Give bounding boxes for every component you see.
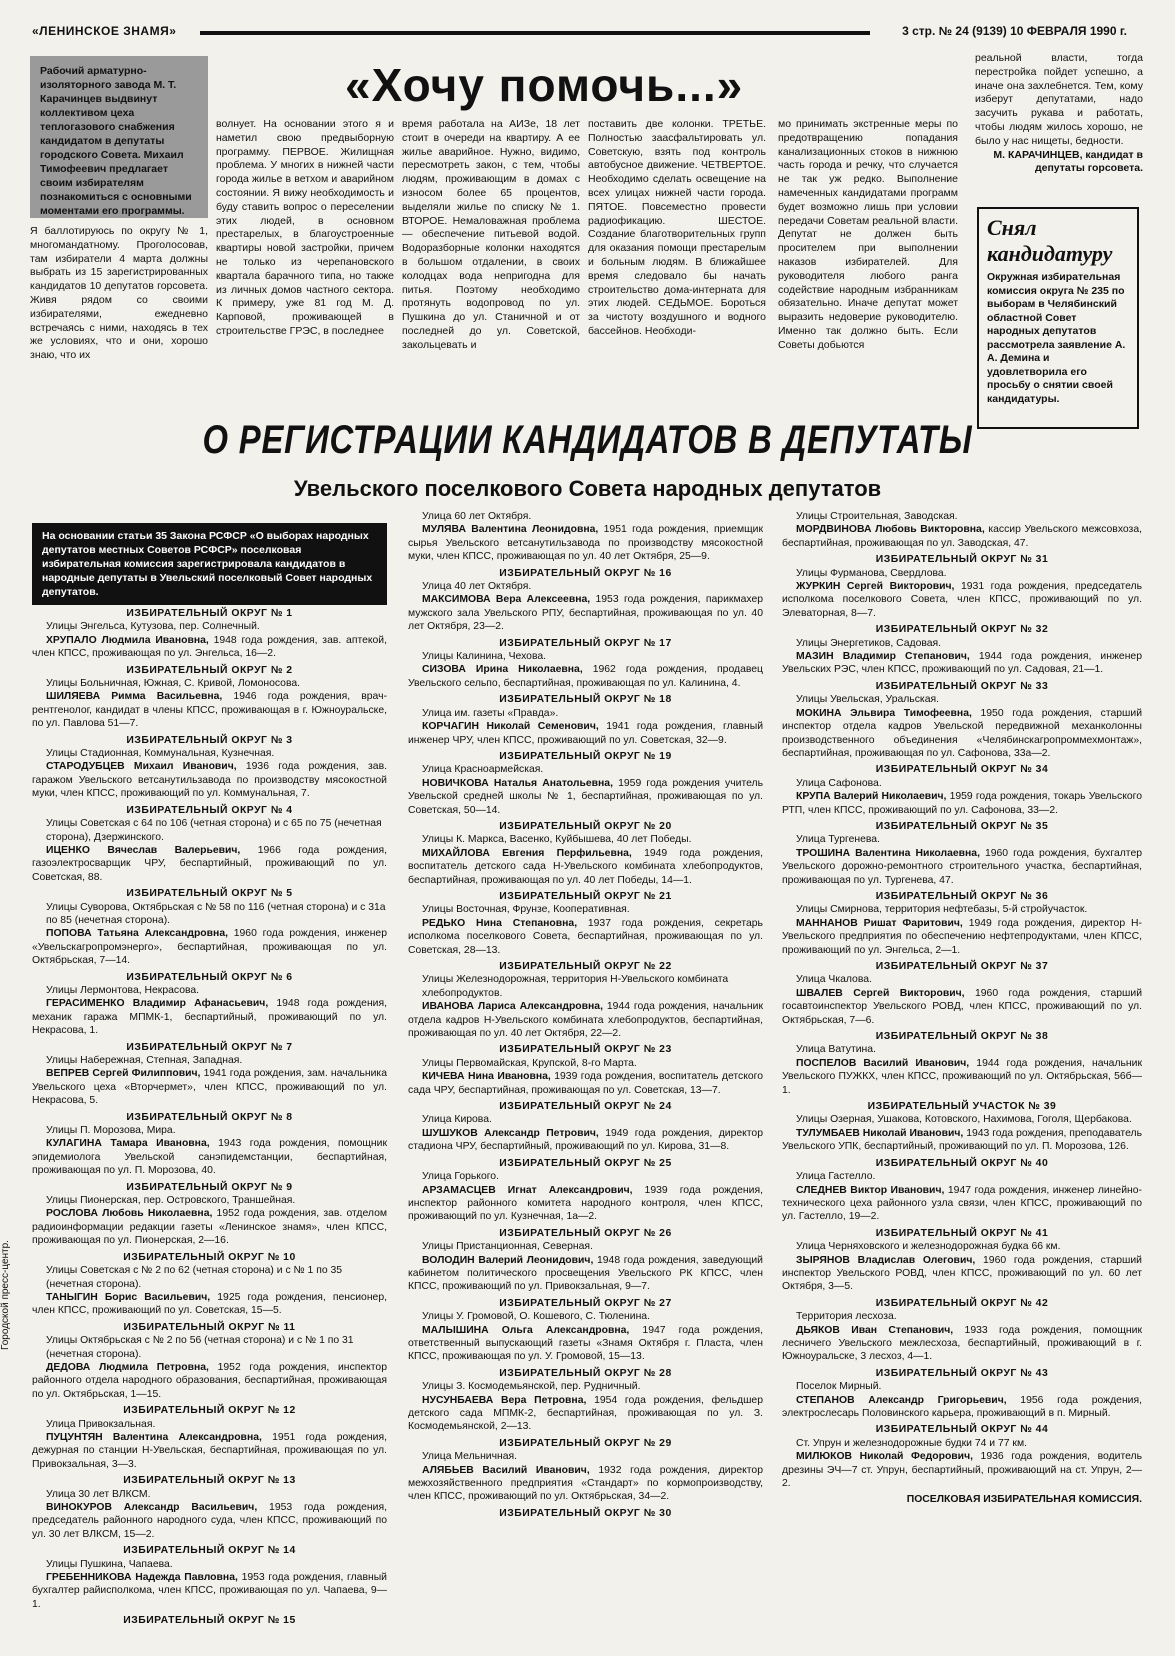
candidate-details: 1925 года рождения, пенсионер, член КПСС, проживающий по ул. Советская, 15—5. xyxy=(32,1291,387,1317)
candidate-name: МАКСИМОВА Вера Алексеевна, xyxy=(422,594,591,606)
district-heading: ИЗБИРАТЕЛЬНЫЙ ОКРУГ № 2 xyxy=(126,664,293,676)
candidate-name: СИЗОВА Ирина Николаевна, xyxy=(422,664,583,676)
district-streets: Улицы Больничная, Южная, С. Кривой, Ломоносова. xyxy=(46,678,301,690)
candidate-name: ВОЛОДИН Валерий Леонидович, xyxy=(422,1254,594,1266)
candidate-entry xyxy=(408,917,763,957)
district-heading: ИЗБИРАТЕЛЬНЫЙ ОКРУГ № 37 xyxy=(875,961,1049,972)
candidate-details: 1946 года рождения, врач-рентгенолог, кандидат в члены КПСС, проживающая в г. Южноуральске, по ул. Павлова 51—7. xyxy=(32,691,387,730)
district-streets: Улица Черняховского и железнодорожная будка 66 км. xyxy=(796,1241,1061,1253)
candidate-entry xyxy=(408,720,763,747)
candidate-entry xyxy=(32,1571,387,1611)
candidate-name: КРУПА Валерий Николаевич, xyxy=(796,791,947,803)
district-streets: Улицы К. Маркса, Васенко, Куйбышева, 40 лет Победы. xyxy=(422,834,692,846)
candidate-name: СЛЕДНЕВ Виктор Иванович, xyxy=(796,1184,945,1196)
candidate-details: 1936 года рождения, зав. гаражом Увельского ветсанутильзавода по производству мясокостной муки, член КПСС, проживающий по ул. Коммунальная, 7. xyxy=(32,761,387,800)
candidate-name: ДЕДОВА Людмила Петровна, xyxy=(46,1361,209,1373)
commission-signature: ПОСЕЛКОВАЯ ИЗБИРАТЕЛЬНАЯ КОМИССИЯ. xyxy=(906,1494,1142,1506)
candidate-details: 1931 года рождения, председатель исполкома поселкового Совета, член КПСС, проживающий по ул. Элеваторная, 8—7. xyxy=(782,581,1142,619)
district-heading: ИЗБИРАТЕЛЬНЫЙ ОКРУГ № 44 xyxy=(875,1424,1049,1436)
candidate-name: МИХАЙЛОВА Евгения Перфильевна, xyxy=(422,847,632,859)
candidate-name: МАЗИН Владимир Степанович, xyxy=(796,651,970,663)
candidate-details: 1952 года рождения, инспектор районного отдела народного образования, беспартийная, проживающая по ул. Октябрьская, 1—15. xyxy=(32,1361,387,1400)
candidate-details: 1939 года рождения, воспитатель детского сада ЧРУ, беспартийная, проживающая по ул. Советская, 13—7. xyxy=(408,1071,763,1096)
candidate-name: МУЛЯВА Валентина Леонидовна, xyxy=(422,524,599,536)
article-lead: Рабочий арматурно-изоляторного завода М. Т. Карачинцев выдвинут коллективом цеха теплогазового снабжения кандидатом в депутаты городского Совета. Михаил Тимофеевич предлагает своим избирателям познакомиться с основными моментами его программы. xyxy=(30,56,208,218)
candidate-entry xyxy=(32,997,387,1037)
candidate-name: СТЕПАНОВ Александр Григорьевич, xyxy=(796,1394,1007,1406)
district-streets: Улица Горького. xyxy=(422,1171,499,1183)
notice-heading: Снял кандидатуру xyxy=(987,215,1113,266)
candidate-details: 1937 года рождения, секретарь исполкома поселкового Совета, беспартийная, проживающая по ул. Советская, 28—13. xyxy=(408,917,763,956)
district-streets: Улицы Энгельса, Кутузова, пер. Солнечный. xyxy=(46,621,260,633)
candidate-name: ТАНЫГИН Борис Васильевич, xyxy=(46,1291,211,1303)
candidate-name: ГЕРАСИМЕНКО Владимир Афанасьевич, xyxy=(46,998,269,1010)
district-heading: ИЗБИРАТЕЛЬНЫЙ ОКРУГ № 40 xyxy=(875,1157,1049,1169)
candidate-name: ШУШУКОВ Александр Петрович, xyxy=(422,1127,599,1139)
district-streets: Улица 30 лет ВЛКСМ. xyxy=(46,1488,151,1500)
candidate-entry xyxy=(32,1291,387,1318)
candidate-details: 1948 года рождения, механик гаража МПМК-1, беспартийный, проживающий по ул. Некрасова, 1. xyxy=(32,998,387,1037)
district-streets: Улицы Смирнова, территория нефтебазы, 5-й стройучасток. xyxy=(796,904,1088,916)
district-heading: ИЗБИРАТЕЛЬНЫЙ ОКРУГ № 10 xyxy=(123,1251,296,1263)
registration-intro: На основании статьи 35 Закона РСФСР «О выборах народных депутатов местных Советов РСФСР» поселковая избирательная комиссия зарегистрировала кандидатов в народные депутаты в Увельский поселковый Совет народных депутатов. xyxy=(32,523,387,605)
district-streets: Улицы Набережная, Степная, Западная. xyxy=(46,1055,243,1066)
district-heading: ИЗБИРАТЕЛЬНЫЙ ОКРУГ № 43 xyxy=(875,1367,1049,1379)
district-streets: Улицы Лермонтова, Некрасова. xyxy=(46,984,200,996)
article-text: поставить две колонки. ТРЕТЬЕ. Полностью заасфальтировать ул. Советскую, взять под контроль автобусное движение. ЧЕТВЕРТОЕ. Необходимо сделать освещение на всех улицах нижней части города. ПЯТОЕ. Повсеместно провести радиофикацию. ШЕСТОЕ. Создание благотворительных групп для оказания помощи престарелым и больным людям. В ближайшее время следовало бы начать строительство дома-интерната для этих людей. СЕДЬМОЕ. Бороться за чистоту воздушного и водного бассейнов. Необходи- xyxy=(588,118,766,337)
candidate-name: ТРОШИНА Валентина Николаевна, xyxy=(796,847,980,859)
article-text: Я баллотируюсь по округу № 1, многомандатному. Проголосовав, там избиратели 4 марта должны выбрать из 15 зарегистрированных кандидатов 10 депутатов горсовета. Живя рядом со своими избирателями, ежедневно встречаясь с ними, находясь в тех же условиях, что и они, хорошо знаю, что их xyxy=(30,225,208,362)
candidate-entry xyxy=(408,1070,763,1097)
candidate-details: 1953 года рождения, председатель районного народного суда, член КПСС, проживающий по ул. 30 лет ВЛКСМ, 15—2. xyxy=(32,1502,387,1540)
candidate-name: РЕДЬКО Нина Степановна, xyxy=(422,917,578,929)
candidate-details: 1943 года рождения, преподаватель Увельского УПК, беспартийный, проживающий по ул. П. Морозова, 126. xyxy=(782,1127,1142,1153)
district-heading: ИЗБИРАТЕЛЬНЫЙ ОКРУГ № 6 xyxy=(126,971,293,983)
masthead-paper-name: «ЛЕНИНСКОЕ ЗНАМЯ» xyxy=(32,24,177,38)
candidate-name: ТУЛУМБАЕВ Николай Иванович, xyxy=(796,1127,964,1139)
candidate-entry xyxy=(782,1324,1142,1364)
candidate-details: 1944 года рождения, инженер Увельских РЭС, член КПСС, проживающий по ул. Садовая, 21—1. xyxy=(782,651,1142,676)
candidate-entry xyxy=(782,523,1142,550)
district-heading: ИЗБИРАТЕЛЬНЫЙ УЧАСТОК № 39 xyxy=(867,1101,1057,1113)
candidate-name: ГРЕБЕННИКОВА Надежда Павловна, xyxy=(46,1572,238,1584)
candidate-name: ЗЫРЯНОВ Владислав Олегович, xyxy=(796,1254,976,1266)
district-heading: ИЗБИРАТЕЛЬНЫЙ ОКРУГ № 3 xyxy=(126,734,293,746)
districts-column-2 xyxy=(408,510,763,1654)
district-heading: ИЗБИРАТЕЛЬНЫЙ ОКРУГ № 7 xyxy=(126,1041,293,1053)
district-heading: ИЗБИРАТЕЛЬНЫЙ ОКРУГ № 31 xyxy=(875,554,1049,566)
candidate-name: МАЛЫШИНА Ольга Александровна, xyxy=(422,1324,630,1336)
district-heading: ИЗБИРАТЕЛЬНЫЙ ОКРУГ № 20 xyxy=(499,820,672,832)
district-heading: ИЗБИРАТЕЛЬНЫЙ ОКРУГ № 22 xyxy=(499,961,672,972)
district-heading: ИЗБИРАТЕЛЬНЫЙ ОКРУГ № 15 xyxy=(123,1615,296,1627)
candidate-entry xyxy=(32,1501,387,1541)
district-streets: Улицы Железнодорожная, территория Н-Увельского комбината хлебопродуктов. xyxy=(422,974,729,999)
district-streets: Улицы Озерная, Ушакова, Котовского, Нахимова, Гоголя, Щербакова. xyxy=(796,1114,1132,1126)
district-heading: ИЗБИРАТЕЛЬНЫЙ ОКРУГ № 19 xyxy=(499,750,672,762)
side-credit: Городской пресс-центр. xyxy=(0,1240,11,1350)
candidate-entry xyxy=(408,593,763,633)
candidate-entry xyxy=(782,707,1142,761)
candidate-details: 1956 года рождения, электрослесарь Половинского карьера, проживающий в п. Мирный. xyxy=(782,1394,1142,1419)
candidate-details: 1951 года рождения, приемщик сырья Увельского ветсанутильзавода по производству мясокостной муки, член КПСС, проживающая по ул. 40 лет Октября, 25—9. xyxy=(408,524,763,563)
candidate-details: 1947 года рождения, инженер линейно-технического цеха районного узла связи, член КПСС, проживающий по ул. Гастелло, 19—2. xyxy=(782,1184,1142,1223)
district-heading: ИЗБИРАТЕЛЬНЫЙ ОКРУГ № 35 xyxy=(875,820,1049,832)
district-heading: ИЗБИРАТЕЛЬНЫЙ ОКРУГ № 16 xyxy=(499,567,672,579)
candidate-name: КОРЧАГИН Николай Семенович, xyxy=(422,721,599,733)
district-heading: ИЗБИРАТЕЛЬНЫЙ ОКРУГ № 8 xyxy=(126,1111,293,1123)
candidate-entry xyxy=(782,1057,1142,1097)
candidate-details: 1962 года рождения, продавец Увельского сельпо, беспартийная, проживающая по ул. Калинина, 4. xyxy=(408,664,763,689)
district-streets: Улицы Стадионная, Коммунальная, Кузнечная. xyxy=(46,748,275,760)
candidate-name: МАННАНОВ Ришат Фаритович, xyxy=(796,917,963,929)
candidate-details: 1941 года рождения, зам. начальника Увельского цеха «Вторчермет», член КПСС, проживающий по ул. Некрасова, 5. xyxy=(32,1068,387,1107)
candidate-entry xyxy=(32,1137,387,1177)
district-streets: Улица Чкалова. xyxy=(796,974,872,986)
candidate-details: 1953 года рождения, главный бухгалтер райисполкома, член КПСС, проживающая по ул. Чапаева, 9—1. xyxy=(32,1572,387,1610)
candidate-name: ПОСПЕЛОВ Василий Иванович, xyxy=(796,1057,970,1069)
district-streets: Улицы Калинина, Чехова. xyxy=(422,651,547,663)
candidate-details: 1960 года рождения, старший госавтоинспектор Увельского РОВД, член КПСС, проживающий по ул. Октябрьская, 7—6. xyxy=(782,987,1142,1026)
candidate-name: КИЧЕВА Нина Ивановна, xyxy=(422,1071,551,1083)
candidate-name: ХРУПАЛО Людмила Ивановна, xyxy=(46,634,209,646)
candidate-entry xyxy=(408,777,763,817)
district-heading: ИЗБИРАТЕЛЬНЫЙ ОКРУГ № 14 xyxy=(123,1545,296,1557)
candidate-details: 1960 года рождения, инженер «Увельскагропромэнерго», беспартийная, проживающая по ул. Октябрьская, 7—14. xyxy=(32,928,387,967)
candidate-details: 1944 года рождения, начальник отдела кадров Н-Увельского комбината хлебопродуктов, беспартийная, проживающая по ул. 40 лет Октября, 22—2. xyxy=(408,1001,763,1040)
district-heading: ИЗБИРАТЕЛЬНЫЙ ОКРУГ № 30 xyxy=(499,1507,672,1519)
registration-title: О РЕГИСТРАЦИИ КАНДИДАТОВ В ДЕПУТАТЫ xyxy=(202,418,973,462)
candidate-details: 1954 года рождения, фельдшер детского сада МПМК-2, беспартийная, проживающая по ул. З. Космодемьянской, 2—13. xyxy=(408,1394,763,1433)
candidate-entry xyxy=(408,1464,763,1504)
candidate-details: 1949 года рождения, воспитатель детского сада Н-Увельского комбината хлебопродуктов, беспартийная, проживающая по ул. 40 лет Победы, 14—1. xyxy=(408,847,763,886)
candidate-entry xyxy=(408,847,763,887)
candidate-name: НУСУНБАЕВА Вера Петровна, xyxy=(422,1394,587,1406)
candidate-entry xyxy=(782,1450,1142,1490)
district-heading: ИЗБИРАТЕЛЬНЫЙ ОКРУГ № 5 xyxy=(126,888,293,900)
district-heading: ИЗБИРАТЕЛЬНЫЙ ОКРУГ № 34 xyxy=(875,764,1049,776)
candidate-entry xyxy=(32,1431,387,1471)
article-column-3 xyxy=(402,118,580,413)
candidate-details: 1949 года рождения, директор стадиона ЧРУ, беспартийный, проживающий по ул. Кирова, 31—8. xyxy=(408,1127,763,1153)
district-streets: Улицы Пушкина, Чапаева. xyxy=(46,1558,173,1570)
candidate-entry xyxy=(408,1394,763,1434)
district-streets: Улицы Энергетиков, Садовая. xyxy=(796,637,942,649)
candidate-name: НОВИЧКОВА Наталья Анатольевна, xyxy=(422,777,613,789)
candidate-details: 1932 года рождения, директор межхозяйственного предприятия «Стандарт» по кормопроизводству, член КПСС, проживающий по ул. Октябрьская, 34—2. xyxy=(408,1464,763,1503)
district-heading: ИЗБИРАТЕЛЬНЫЙ ОКРУГ № 1 xyxy=(126,608,293,619)
article-column-1 xyxy=(30,225,208,413)
candidate-details: 1943 года рождения, помощник эпидемиолога Увельской санэпидемстанции, беспартийная, проживающая по ул. П. Морозова, 40. xyxy=(32,1138,387,1177)
article-column-4 xyxy=(588,118,766,413)
district-heading: ИЗБИРАТЕЛЬНЫЙ ОКРУГ № 28 xyxy=(499,1367,672,1379)
article-text: волнует. На основании этого я и наметил свою предвыборную программу. ПЕРВОЕ. Жилищная проблема. У многих в нижней части города жилье в ветхом и аварийном состоянии. Я вижу необходимость и буду ставить вопрос о переселении этих людей, в основном престарелых, в благоустроенные квартиры новой застройки, причем не только из черепановского квартала барачного типа, но также из личных домов частного сектора. К примеру, уже 81 год М. Д. Карповой, проживающей в строительстве ГРЭС, в последнее xyxy=(216,118,394,337)
district-streets: Ст. Упрун и железнодорожные будки 74 и 77 км. xyxy=(796,1437,1028,1449)
candidate-name: ЖУРКИН Сергей Викторович, xyxy=(796,581,955,593)
district-heading: ИЗБИРАТЕЛЬНЫЙ ОКРУГ № 18 xyxy=(499,694,672,706)
candidate-details: кассир Увельского межсовхоза, беспартийная, проживающая по ул. Заводская, 47. xyxy=(782,524,1142,549)
candidate-name: ПУЦУНТЯН Валентина Александровна, xyxy=(46,1431,262,1443)
candidate-name: СТАРОДУБЦЕВ Михаил Иванович, xyxy=(46,761,237,773)
candidate-details: 1951 года рождения, дежурная по станции Н-Увельская, беспартийная, проживающая по ул. Привокзальная, 3—3. xyxy=(32,1431,387,1470)
candidate-details: 1950 года рождения, старший инспектор отдела кадров Увельской передвижной механколонны производственного объединения «Челябинскагропроммехмонтаж», беспартийная, проживающая по ул. Сафонова, 33а—2. xyxy=(782,707,1142,759)
candidate-details: 1960 года рождения, старший инспектор Увельского РОВД, член КПСС, проживающий по ул. 60 лет Октября, 3—5. xyxy=(782,1254,1142,1293)
candidate-details: 1948 года рождения, заведующий кабинетом политического просвещения Увельского РК КПСС, член КПСС, проживающий по ул. Привокзальная, 9—7. xyxy=(408,1254,763,1293)
candidate-name: ДЬЯКОВ Иван Степанович, xyxy=(796,1324,954,1336)
candidate-entry xyxy=(782,1394,1142,1421)
candidate-entry xyxy=(408,1324,763,1364)
candidate-details: 1947 года рождения, ответственный выпускающий газеты «Знамя Октября г. Пласта, член КПСС, проживающая по ул. У. Громовой, 15—13. xyxy=(408,1324,763,1363)
notice-box xyxy=(977,207,1139,429)
candidate-details: 1933 года рождения, помощник лесничего Увельского межлесхоза, беспартийный, проживающий в г. Южноуральске, 3 лесхоз, 4—1. xyxy=(782,1324,1142,1363)
candidate-entry xyxy=(408,1184,763,1224)
district-heading: ИЗБИРАТЕЛЬНЫЙ ОКРУГ № 36 xyxy=(875,890,1049,902)
district-heading: ИЗБИРАТЕЛЬНЫЙ ОКРУГ № 13 xyxy=(123,1475,296,1487)
district-heading: ИЗБИРАТЕЛЬНЫЙ ОКРУГ № 21 xyxy=(499,890,672,902)
district-heading: ИЗБИРАТЕЛЬНЫЙ ОКРУГ № 27 xyxy=(499,1297,672,1309)
article-column-6 xyxy=(975,52,1143,202)
district-streets: Улицы Пионерская, пер. Островского, Траншейная. xyxy=(46,1195,296,1207)
candidate-details: 1952 года рождения, зав. отделом радиоинформации редакции газеты «Ленинское знамя», член КПСС, проживающая по ул. Пионерская, 2—16. xyxy=(32,1208,387,1247)
candidate-entry xyxy=(782,917,1142,957)
district-streets: Улица 60 лет Октября. xyxy=(422,511,532,522)
district-streets: Улица Сафонова. xyxy=(796,777,882,789)
candidate-name: РОСЛОВА Любовь Николаевна, xyxy=(46,1208,213,1220)
candidate-name: МИЛЮКОВ Николай Федорович, xyxy=(796,1451,973,1463)
candidate-name: ШВАЛЕВ Сергей Викторович, xyxy=(796,987,965,999)
candidate-entry xyxy=(782,790,1142,817)
district-streets: Улицы У. Громовой, О. Кошевого, С. Тюленина. xyxy=(422,1311,650,1323)
district-streets: Улица им. газеты «Правда». xyxy=(422,707,559,719)
article-text: время работала на АИЗе, 18 лет стоит в очереди на квартиру. А ее жилье аварийное. Нужно, видимо, пересмотреть закон, с тем, чтобы людям, проживающим в домах с износом более 65 процентов, выделяли жилье по списку № 1. ВТОРОЕ. Немаловажная проблема — обеспечение питьевой водой. Водоразборные колонки находятся в большом отдалении, в своих колодцах вода непригодна для питья. Поэтому необходимо протянуть водопровод по ул. Пушкина до ул. Станичной и от последней до ул. Советской, закольцевать и xyxy=(402,118,580,351)
candidate-name: АЛЯБЬЕВ Василий Иванович, xyxy=(422,1464,590,1476)
district-heading: ИЗБИРАТЕЛЬНЫЙ ОКРУГ № 24 xyxy=(499,1101,672,1113)
candidate-name: ИЦЕНКО Вячеслав Валерьевич, xyxy=(46,844,241,856)
candidate-details: 1959 года рождения, токарь Увельского РТП, член КПСС, проживающий по ул. Сафонова, 33—2. xyxy=(782,791,1142,816)
candidate-entry xyxy=(408,1127,763,1154)
candidate-name: КУЛАГИНА Тамара Ивановна, xyxy=(46,1138,210,1150)
article-text: мо принимать экстренные меры по предотвращению попадания канализационных стоков в нижнюю часть города и речку, что случается не так уж редко. Выполнение намеченных кандидатами программ будет возможно лишь при условии передачи Советам реальной власти. Депутат не должен быть просителем при выполнении наказов избирателей. Для руководителя любого ранга содействие народным избранникам обязательно. Иначе депутат может выразить недоверие руководителю. Именно так должно быть. Если Советы добьются xyxy=(778,118,958,351)
district-heading: ИЗБИРАТЕЛЬНЫЙ ОКРУГ № 23 xyxy=(499,1044,672,1056)
candidate-name: ВЕПРЕВ Сергей Филиппович, xyxy=(46,1068,201,1080)
masthead-rule xyxy=(200,31,870,35)
district-streets: Улицы Советская с 64 по 106 (четная сторона) и с 65 по 75 (нечетная сторона), Дзержинского. xyxy=(46,818,382,843)
candidate-entry xyxy=(408,1000,763,1040)
district-streets: Улицы Увельская, Уральская. xyxy=(796,694,939,706)
candidate-name: ВИНОКУРОВ Александр Васильевич, xyxy=(46,1502,258,1513)
candidate-entry xyxy=(32,1067,387,1107)
candidate-entry xyxy=(32,1207,387,1247)
district-streets: Улицы Первомайская, Крупской, 8-го Марта. xyxy=(422,1057,637,1069)
candidate-entry xyxy=(32,634,387,661)
candidate-entry xyxy=(782,580,1142,620)
district-streets: Улица Кирова. xyxy=(422,1114,492,1126)
district-streets: Улицы Советская с № 2 по 62 (четная сторона) и с № 1 по 35 (нечетная сторона). xyxy=(46,1265,343,1290)
candidate-name: МОКИНА Эльвира Тимофеевна, xyxy=(796,707,972,719)
district-heading: ИЗБИРАТЕЛЬНЫЙ ОКРУГ № 17 xyxy=(499,637,672,649)
candidate-entry xyxy=(32,927,387,967)
candidate-name: АРЗАМАСЦЕВ Игнат Александрович, xyxy=(422,1184,633,1196)
candidate-details: 1959 года рождения учитель Увельской средней школы № 1, беспартийная, проживающая по ул. Советская, 50—14. xyxy=(408,777,763,816)
candidate-entry xyxy=(408,1254,763,1294)
candidate-entry xyxy=(408,523,763,563)
district-heading: ИЗБИРАТЕЛЬНЫЙ ОКРУГ № 25 xyxy=(499,1157,672,1169)
candidate-entry xyxy=(782,1127,1142,1154)
district-heading: ИЗБИРАТЕЛЬНЫЙ ОКРУГ № 42 xyxy=(875,1297,1049,1309)
district-heading: ИЗБИРАТЕЛЬНЫЙ ОКРУГ № 4 xyxy=(126,804,293,816)
candidate-details: 1941 года рождения, главный инженер ЧРУ, член КПСС, проживающий по ул. Советская, 32—9. xyxy=(408,721,763,746)
candidate-entry xyxy=(782,1184,1142,1224)
candidate-entry xyxy=(32,760,387,800)
candidate-name: ИВАНОВА Лариса Александровна, xyxy=(422,1001,603,1013)
notice-text: Окружная избирательная комиссия округа № 235 по выборам в Челябинский областной Совет народных депутатов рассмотрела заявление А. А. Демина и удовлетворила его просьбу о снятии своей кандидатуры. xyxy=(987,271,1126,405)
district-heading: ИЗБИРАТЕЛЬНЫЙ ОКРУГ № 33 xyxy=(875,680,1049,692)
district-heading: ИЗБИРАТЕЛЬНЫЙ ОКРУГ № 26 xyxy=(499,1227,672,1239)
district-heading: ИЗБИРАТЕЛЬНЫЙ ОКРУГ № 38 xyxy=(875,1031,1049,1043)
article-column-5 xyxy=(778,118,958,413)
candidate-entry xyxy=(782,650,1142,677)
districts-column-1 xyxy=(32,604,387,1654)
candidate-entry xyxy=(408,663,763,690)
candidate-entry xyxy=(32,1361,387,1401)
article-title: «Хочу помочь...» xyxy=(345,59,744,111)
candidate-entry xyxy=(782,847,1142,887)
candidate-details: 1936 года рождения, водитель дрезины ЭЧ—7 ст. Упрун, беспартийный, проживающий на ст. Упрун, 2—2. xyxy=(782,1451,1142,1490)
district-streets: Улицы Строительная, Заводская. xyxy=(796,511,958,522)
candidate-entry xyxy=(782,1254,1142,1294)
candidate-name: ПОПОВА Татьяна Александровна, xyxy=(46,928,228,940)
district-heading: ИЗБИРАТЕЛЬНЫЙ ОКРУГ № 12 xyxy=(123,1405,296,1417)
district-streets: Улицы Восточная, Фрунзе, Кооперативная. xyxy=(422,904,630,916)
candidate-details: 1949 года рождения, директор Н-Увельского предприятия по обеспечению нефтепродуктами, член КПСС, проживающий по ул. Энгельса, 2—1. xyxy=(782,917,1142,956)
candidate-details: 1960 года рождения, бухгалтер Увельского дорожно-ремонтного строительного участка, беспартийная, проживающая по ул. Тургенева, 47. xyxy=(782,847,1142,886)
district-heading: ИЗБИРАТЕЛЬНЫЙ ОКРУГ № 41 xyxy=(875,1227,1049,1239)
district-heading: ИЗБИРАТЕЛЬНЫЙ ОКРУГ № 32 xyxy=(875,624,1049,636)
candidate-name: ШИЛЯЕВА Римма Васильевна, xyxy=(46,691,223,703)
district-streets: Поселок Мирный. xyxy=(796,1381,882,1393)
district-streets: Улицы Октябрьская с № 2 по 56 (четная сторона) и с № 1 по 31 (нечетная сторона). xyxy=(46,1335,354,1360)
district-streets: Улица Мельничная. xyxy=(422,1451,518,1463)
candidate-details: 1944 года рождения, начальник Увельского ПУЖКХ, член КПСС, проживающий по ул. Октябрьская, 56б—1. xyxy=(782,1057,1142,1096)
registration-subtitle: Увельского поселкового Совета народных депутатов xyxy=(293,476,882,501)
district-streets: Улица Гастелло. xyxy=(796,1171,876,1183)
district-heading: ИЗБИРАТЕЛЬНЫЙ ОКРУГ № 9 xyxy=(126,1181,293,1193)
district-streets: Улицы П. Морозова, Мира. xyxy=(46,1125,176,1137)
district-streets: Улица Привокзальная. xyxy=(46,1418,156,1430)
districts-column-3 xyxy=(782,510,1142,1654)
district-streets: Улица 40 лет Октября. xyxy=(422,581,532,593)
candidate-entry xyxy=(782,987,1142,1027)
masthead-issue: 3 стр. № 24 (9139) 10 ФЕВРАЛЯ 1990 г. xyxy=(902,24,1127,38)
candidate-name: МОРДВИНОВА Любовь Викторовна, xyxy=(796,524,985,536)
district-heading: ИЗБИРАТЕЛЬНЫЙ ОКРУГ № 11 xyxy=(123,1321,296,1333)
article-text: реальной власти, тогда перестройка пойдет успешно, а иначе она захлебнется. Тем, кому изберут депутатами, надо засучить рукава и работать, чтобы людям жилось хорошо, не было у нас нищеты, бедности. xyxy=(975,52,1143,147)
candidate-entry xyxy=(32,690,387,730)
candidate-entry xyxy=(32,844,387,884)
district-streets: Улица Красноармейская. xyxy=(422,764,544,776)
district-streets: Улицы З. Космодемьянской, пер. Рудничный. xyxy=(422,1381,641,1393)
district-streets: Улицы Фурманова, Свердлова. xyxy=(796,567,947,579)
article-signature: М. КАРАЧИНЦЕВ, кандидат в депутаты горсовета. xyxy=(993,148,1143,175)
district-streets: Улица Ватутина. xyxy=(796,1044,876,1056)
district-streets: Территория лесхоза. xyxy=(796,1311,897,1323)
district-streets: Улицы Суворова, Октябрьская с № 58 по 116 (четная сторона) и с 31а по 85 (нечетная сторона). xyxy=(46,901,386,926)
candidate-details: 1966 года рождения, газоэлектросварщик ЧРУ, беспартийный, проживающий по ул. Советская, 88. xyxy=(32,844,387,883)
candidate-details: 1953 года рождения, парикмахер мужского зала Увельского РПУ, беспартийная, проживающая по ул. 40 лет Октября, 23—2. xyxy=(408,594,763,633)
district-streets: Улицы Пристанционная, Северная. xyxy=(422,1241,593,1253)
district-heading: ИЗБИРАТЕЛЬНЫЙ ОКРУГ № 29 xyxy=(499,1437,672,1449)
candidate-details: 1948 года рождения, зав. аптекой, член КПСС, проживающая по ул. Энгельса, 16—2. xyxy=(32,634,387,660)
article-column-2 xyxy=(216,118,394,413)
candidate-details: 1939 года рождения, инспектор районного комитета народного контроля, член КПСС, проживающий по ул. Кузнечная, 1а—2. xyxy=(408,1184,763,1223)
district-streets: Улица Тургенева. xyxy=(796,834,880,846)
